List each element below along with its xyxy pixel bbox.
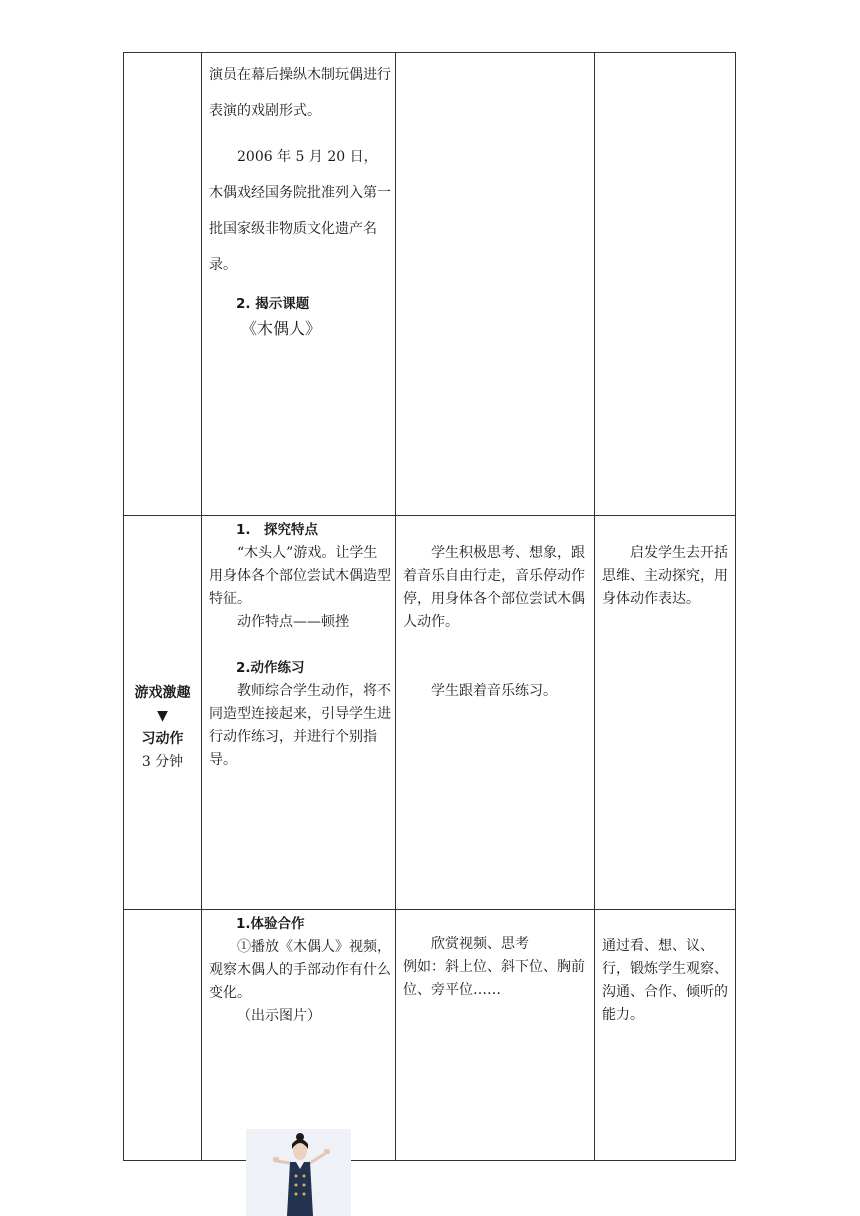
column-divider-3 [594,52,595,1161]
watch-video-text: 欣赏视频、思考 [431,936,529,952]
movement-feature-text: 动作特点——顿挫 [237,614,349,630]
explore-heading: 1. 探究特点 [236,522,319,538]
student-activity-text: 学生积极思考、想象，跟着音乐自由行走，音乐停动作停，用身体各个部位尝试木偶人动作。 [403,545,585,630]
row3-student-cell [403,933,590,1002]
row2-intent-cell [602,542,731,611]
show-picture-text: （出示图片） [237,1008,321,1024]
experience-heading: 1.体验合作 [236,916,305,932]
table-border-bottom [123,1160,736,1161]
row-divider-1 [123,515,736,516]
stage-label-line2: 习动作 [141,731,184,747]
game-description-text: “木头人”游戏。让学生用身体各个部位尝试木偶造型特征。 [209,545,391,607]
row-divider-2 [123,909,736,910]
table-border-top [123,52,736,53]
lesson-title: 《木偶人》 [241,319,322,338]
table-border-left [123,52,124,1161]
puppet-definition-text: 演员在幕后操纵木制玩偶进行表演的戏剧形式。 [209,67,391,119]
practice-description-text: 教师综合学生动作，将不同造型连接起来，引导学生进行动作练习，并进行个别指导。 [209,683,391,768]
student-practice-text: 学生跟着音乐练习。 [431,683,557,699]
table-border-right [735,52,736,1161]
reveal-topic-heading: 2. 揭示课题 [236,296,310,312]
practice-heading: 2.动作练习 [236,660,305,676]
stage-duration: 3 分钟 [141,754,184,770]
heritage-date-text: 2006 年 5 月 20 日，木偶戏经国务院批准列入第一批国家级非物质文化遗产名录。 [209,149,391,273]
column-divider-1 [201,52,202,1161]
row2-student-cell [403,542,590,703]
design-intent-text: 启发学生去开括思维、主动探究，用身体动作表达。 [602,545,728,607]
position-examples-text: 例如：斜上位、斜下位、胸前位、旁平位…… [403,959,585,998]
ability-training-text: 通过看、想、议、行，锻炼学生观察、沟通、合作、倾听的能力。 [602,938,728,1023]
column-divider-2 [395,52,396,1161]
video-instruction-text: ①播放《木偶人》视频，观察木偶人的手部动作有什么变化。 [209,939,391,1001]
stage-arrow-icon: ▼ [157,708,168,724]
row3-content-cell [209,913,391,1028]
row1-content-cell [209,57,391,342]
row2-content-cell [209,519,391,772]
puppet-pose-photo [246,1129,351,1216]
row3-intent-cell [602,935,731,1027]
stage-label-line1: 游戏激趣 [134,685,191,701]
